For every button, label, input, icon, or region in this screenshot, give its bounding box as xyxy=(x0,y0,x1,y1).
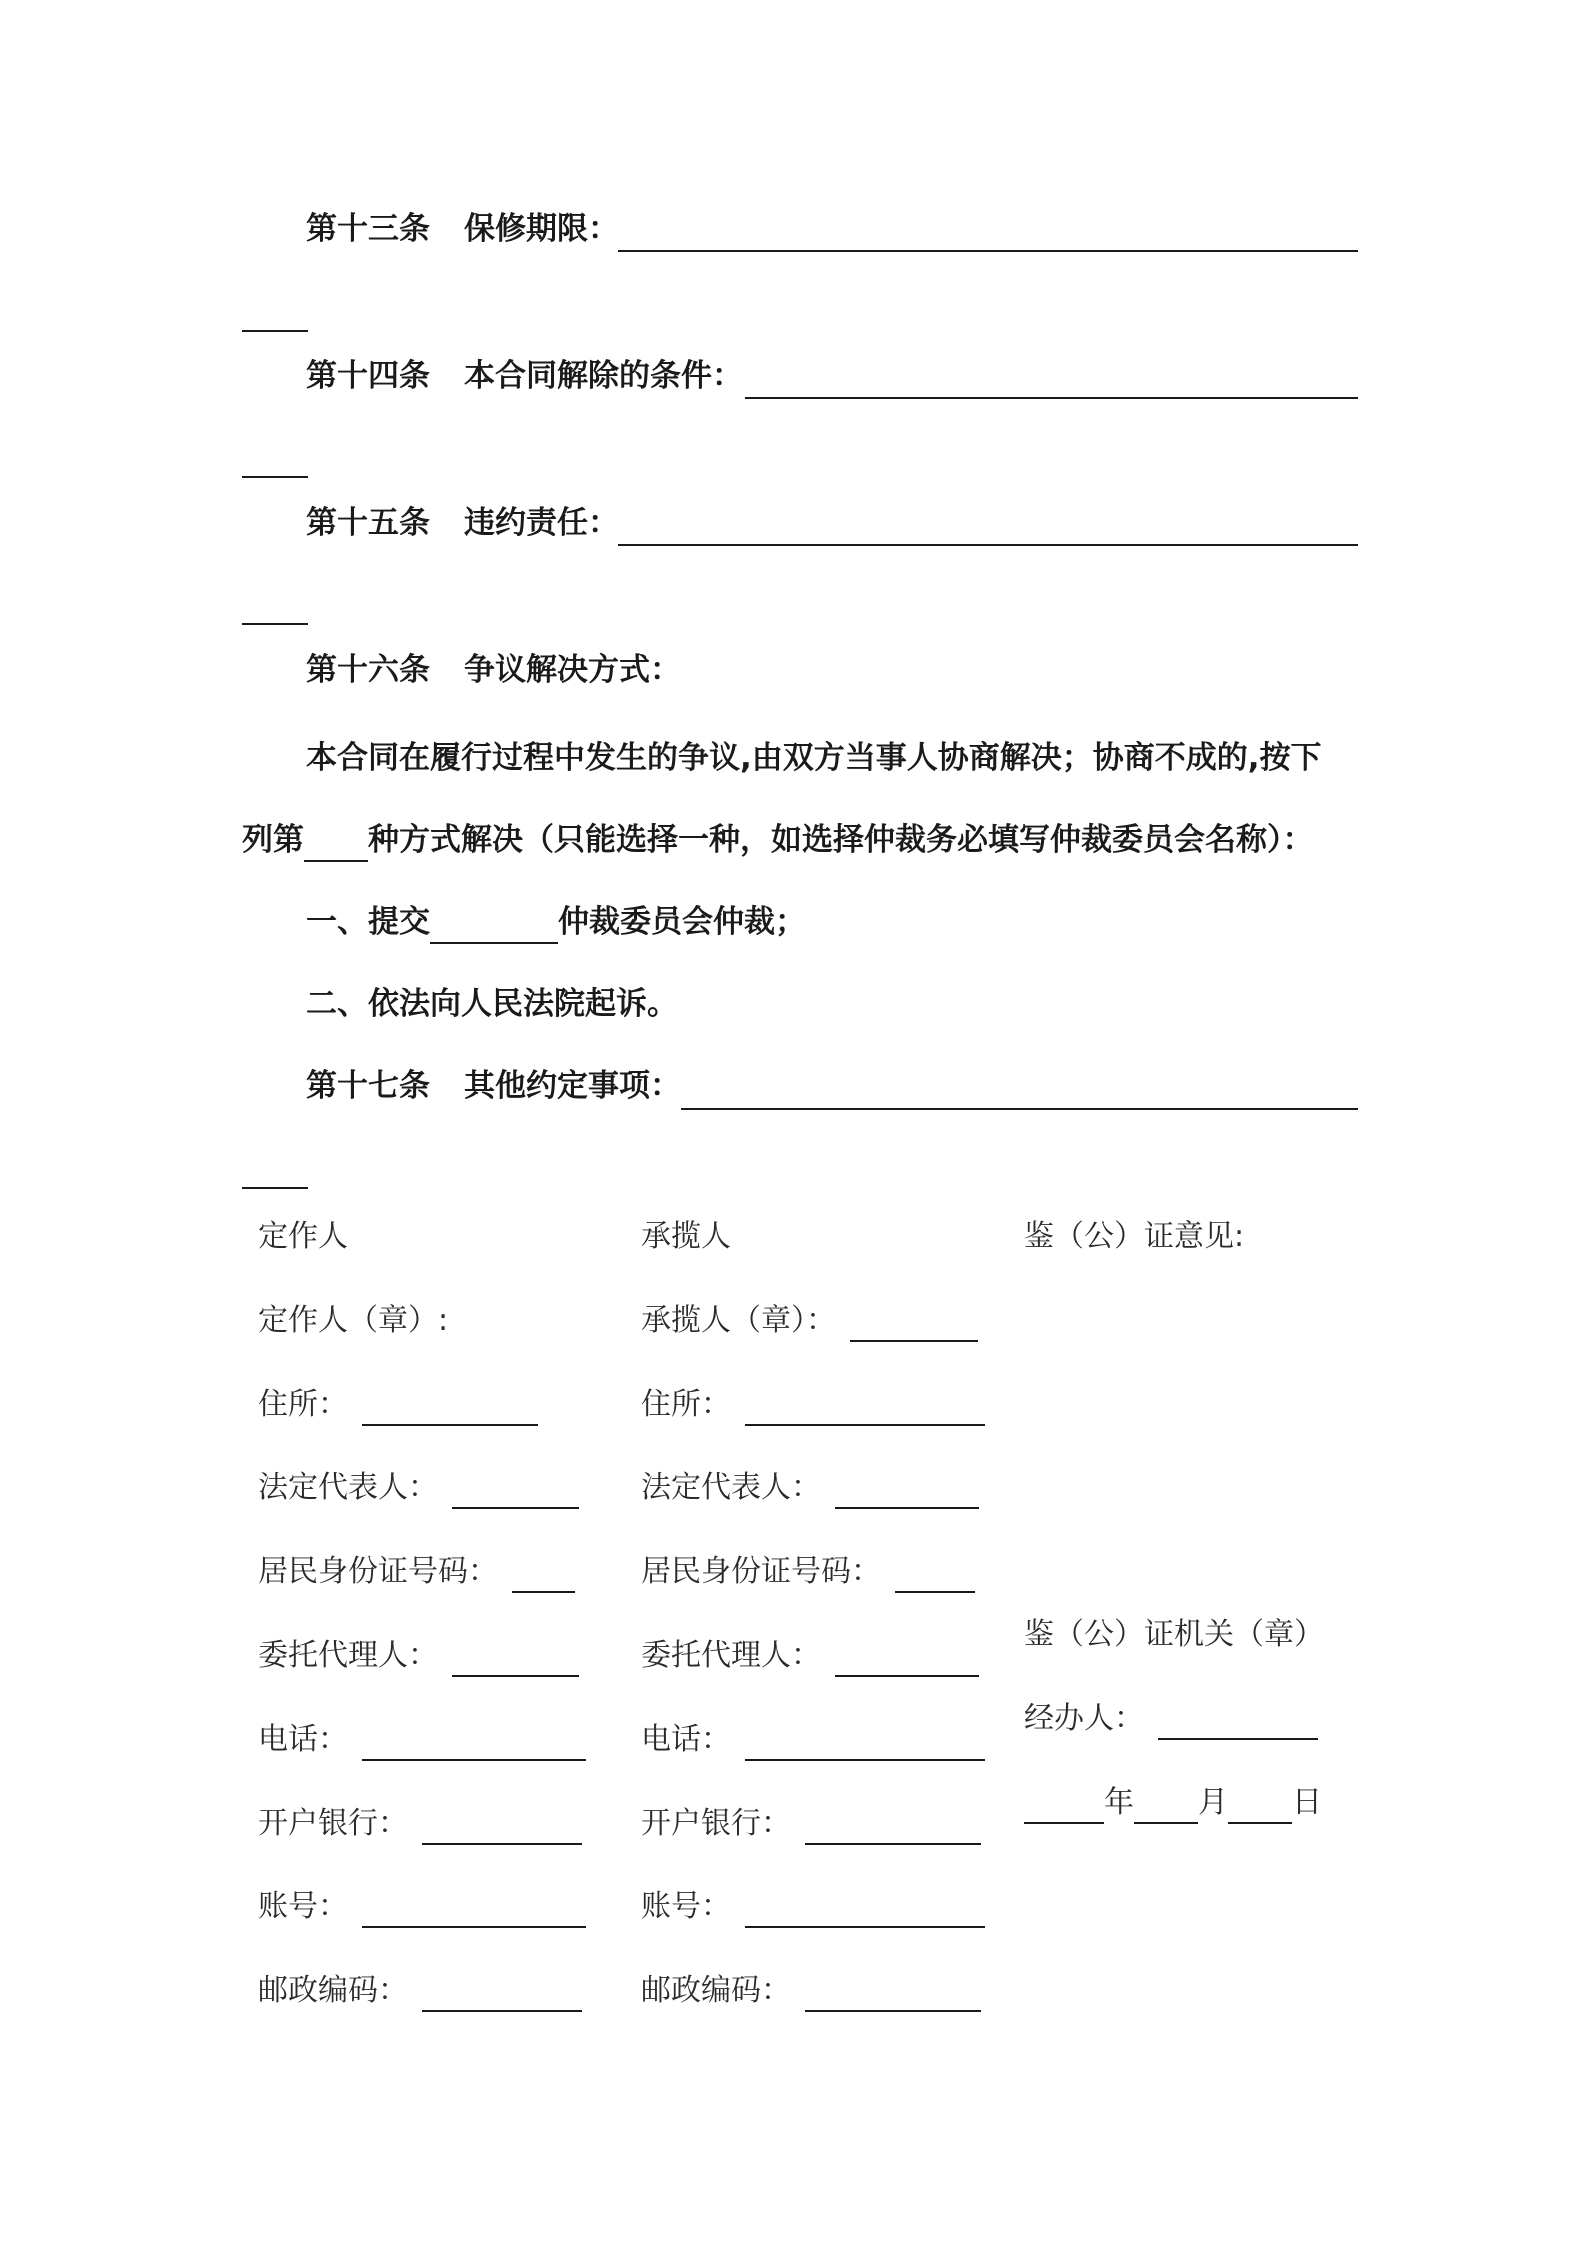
party-b-postcode-row xyxy=(641,1970,981,2012)
dispute-option-2: 二、依法向人民法院起诉。 xyxy=(306,986,678,1022)
party-a-id-label: 居民身份证号码： xyxy=(258,1554,498,1589)
party-b-address-row xyxy=(641,1384,985,1426)
party-a-bank-label: 开户银行： xyxy=(258,1806,408,1841)
party-b-phone-field[interactable] xyxy=(745,1729,985,1761)
party-a-address-row xyxy=(258,1384,538,1426)
party-a-id-row xyxy=(258,1551,575,1593)
party-a-legal-rep-field[interactable] xyxy=(452,1477,579,1509)
party-b-agent-field[interactable] xyxy=(835,1645,979,1677)
party-b-id-row xyxy=(641,1551,975,1593)
party-b-address-field[interactable] xyxy=(745,1394,985,1426)
party-a-address-field[interactable] xyxy=(362,1394,538,1426)
notary-opinion-label: 鉴（公）证意见: xyxy=(1024,1219,1245,1254)
party-b-agent-row xyxy=(641,1635,979,1677)
article-17-blank-line[interactable] xyxy=(681,1108,1358,1110)
notary-day-field[interactable] xyxy=(1228,1792,1292,1824)
dispute-line-2-prefix: 列第 xyxy=(242,822,304,858)
party-b-phone-row xyxy=(641,1719,985,1761)
party-a-id-field[interactable] xyxy=(512,1561,575,1593)
party-b-bank-field[interactable] xyxy=(805,1813,981,1845)
party-a-phone-label: 电话： xyxy=(258,1722,348,1757)
notary-month-label: 月 xyxy=(1198,1785,1228,1820)
party-a-account-field[interactable] xyxy=(362,1896,586,1928)
party-a-address-label: 住所： xyxy=(258,1387,348,1422)
notary-day-label: 日 xyxy=(1292,1785,1322,1820)
party-a-legal-rep-row xyxy=(258,1467,579,1509)
notary-handler-label: 经办人： xyxy=(1024,1701,1144,1736)
party-a-bank-field[interactable] xyxy=(422,1813,582,1845)
party-b-account-label: 账号： xyxy=(641,1889,731,1924)
party-b-legal-rep-label: 法定代表人： xyxy=(641,1470,821,1505)
dispute-option-1-suffix: 仲裁委员会仲裁； xyxy=(558,904,806,940)
article-15-blank-line[interactable] xyxy=(618,544,1358,546)
party-b-seal-row xyxy=(641,1300,978,1342)
article-13 xyxy=(306,207,619,251)
article-15-title: 违约责任： xyxy=(464,505,619,541)
notary-handler-field[interactable] xyxy=(1158,1708,1318,1740)
party-a-account-label: 账号： xyxy=(258,1889,348,1924)
party-b-seal-field[interactable] xyxy=(850,1310,978,1342)
article-14-blank-continuation[interactable] xyxy=(242,476,308,478)
dispute-option-1 xyxy=(306,900,806,944)
notary-month-field[interactable] xyxy=(1134,1792,1198,1824)
notary-handler-row xyxy=(1024,1698,1318,1740)
article-16-title: 争议解决方式： xyxy=(464,652,681,688)
article-15-number: 第十五条 xyxy=(306,505,430,541)
party-b-account-row xyxy=(641,1886,985,1928)
article-13-blank-line[interactable] xyxy=(618,250,1358,252)
dispute-option-1-prefix: 一、提交 xyxy=(306,904,430,940)
party-a-heading: 定作人 xyxy=(258,1219,348,1254)
article-17 xyxy=(306,1064,681,1108)
article-17-blank-continuation[interactable] xyxy=(242,1187,308,1189)
dispute-text-line-1: 本合同在履行过程中发生的争议,由双方当事人协商解决；协商不成的,按下 xyxy=(306,740,1322,776)
party-a-phone-field[interactable] xyxy=(362,1729,586,1761)
notary-authority-seal: 鉴（公）证机关（章） xyxy=(1024,1617,1324,1652)
party-a-agent-field[interactable] xyxy=(452,1645,579,1677)
party-a-postcode-field[interactable] xyxy=(422,1980,582,2012)
party-b-address-label: 住所： xyxy=(641,1387,731,1422)
article-14 xyxy=(306,354,743,398)
party-a-postcode-label: 邮政编码： xyxy=(258,1973,408,2008)
party-a-bank-row xyxy=(258,1803,582,1845)
party-b-postcode-label: 邮政编码： xyxy=(641,1973,791,2008)
article-17-number: 第十七条 xyxy=(306,1068,430,1104)
party-b-legal-rep-field[interactable] xyxy=(835,1477,979,1509)
notary-date-row xyxy=(1024,1782,1322,1824)
party-a-legal-rep-label: 法定代表人： xyxy=(258,1470,438,1505)
dispute-method-number-blank[interactable] xyxy=(304,824,368,862)
notary-year-field[interactable] xyxy=(1024,1792,1104,1824)
party-a-agent-label: 委托代理人： xyxy=(258,1638,438,1673)
dispute-text-line-2 xyxy=(242,818,1314,862)
article-14-title: 本合同解除的条件： xyxy=(464,358,743,394)
party-b-heading: 承揽人 xyxy=(641,1219,731,1254)
party-b-id-label: 居民身份证号码： xyxy=(641,1554,881,1589)
party-b-bank-label: 开户银行： xyxy=(641,1806,791,1841)
article-16 xyxy=(306,648,681,692)
article-14-blank-line[interactable] xyxy=(745,397,1358,399)
article-13-blank-continuation[interactable] xyxy=(242,330,308,332)
article-15 xyxy=(306,501,619,545)
party-b-agent-label: 委托代理人： xyxy=(641,1638,821,1673)
party-b-seal-label: 承揽人（章）： xyxy=(641,1303,836,1338)
party-a-seal: 定作人（章）: xyxy=(258,1303,449,1338)
article-16-number: 第十六条 xyxy=(306,652,430,688)
party-b-phone-label: 电话： xyxy=(641,1722,731,1757)
dispute-line-2-suffix: 种方式解决（只能选择一种，如选择仲裁务必填写仲裁委员会名称）： xyxy=(368,822,1314,858)
party-b-legal-rep-row xyxy=(641,1467,979,1509)
party-b-id-field[interactable] xyxy=(895,1561,975,1593)
article-15-blank-continuation[interactable] xyxy=(242,623,308,625)
party-b-bank-row xyxy=(641,1803,981,1845)
notary-year-label: 年 xyxy=(1104,1785,1134,1820)
article-14-number: 第十四条 xyxy=(306,358,430,394)
article-13-title: 保修期限： xyxy=(464,211,619,247)
party-b-account-field[interactable] xyxy=(745,1896,985,1928)
party-a-account-row xyxy=(258,1886,586,1928)
party-b-postcode-field[interactable] xyxy=(805,1980,981,2012)
article-17-title: 其他约定事项： xyxy=(464,1068,681,1104)
party-a-phone-row xyxy=(258,1719,586,1761)
party-a-agent-row xyxy=(258,1635,579,1677)
party-a-postcode-row xyxy=(258,1970,582,2012)
arbitration-commission-blank[interactable] xyxy=(430,906,558,944)
article-13-number: 第十三条 xyxy=(306,211,430,247)
